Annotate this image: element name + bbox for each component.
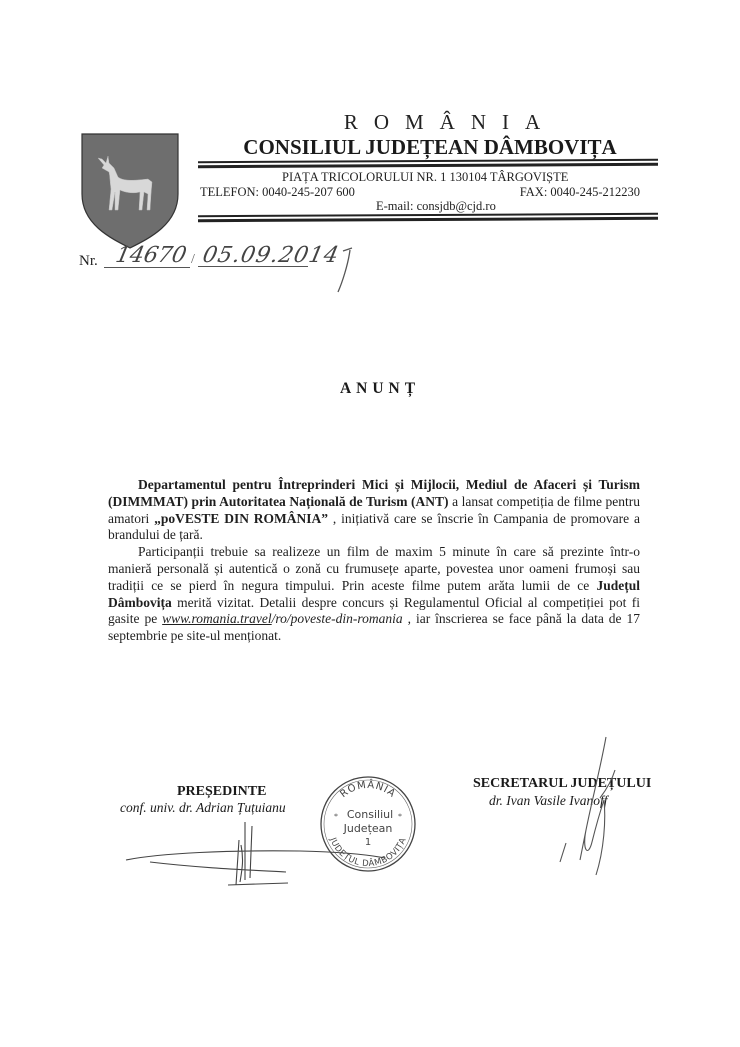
paragraph-text: a lansat competiția de filme pentru amatori [108, 493, 641, 526]
header-email: E-mail: consjdb@cjd.ro [376, 199, 496, 213]
link-path[interactable]: /ro/poveste-din-romania [271, 611, 403, 627]
link-domain[interactable]: www.romania.travel [162, 611, 272, 627]
registration-number: 14670 [113, 243, 189, 268]
secretary-name: dr. Ivan Vasile Ivanoff [489, 793, 608, 808]
document-body [108, 477, 640, 645]
official-stamp [318, 774, 418, 874]
header-divider-top [198, 160, 658, 168]
county-name: Județul Dâmbovița [108, 577, 640, 610]
header-country: ROMÂNIA [343, 110, 557, 134]
secretary-title: SECRETARUL JUDEȚULUI [473, 776, 652, 791]
paragraph-text: Participanții trebuie sa realizeze un film de maxim 5 minute în care să prezinte într-o manieră personală și autentică o zonă cu frumusețe aparte, povestea unor oameni frumoși sau tradiții ce se pierd în negura timpului. Prin aceste filme putem arăta lumii de ce [108, 544, 640, 593]
president-name: conf. univ. dr. Adrian Țuțuianu [120, 800, 286, 815]
stamp-top-text: ROMÂNIA [338, 779, 398, 801]
registration-date-stroke [338, 248, 352, 292]
stamp-star-icon: * [398, 812, 402, 821]
president-title: PREȘEDINTE [177, 784, 267, 799]
document-title: ANUNȚ [339, 380, 421, 397]
header-address: PIAȚA TRICOLORULUI NR. 1 130104 TÂRGOVIȘTE [282, 170, 569, 184]
stamp-line2: Județean [343, 822, 393, 835]
stamp-line1: Consiliul [346, 808, 394, 821]
coat-of-arms-icon [80, 132, 180, 250]
header-fax: FAX: 0040-245-212230 [519, 185, 640, 199]
header-institution: CONSILIUL JUDEȚEAN DÂMBOVIȚA [243, 135, 617, 159]
header-divider-bottom [198, 214, 658, 222]
paragraph-text: , iar înscrierea se face până la data de 17 septembrie pe site-ul menționat. [108, 611, 641, 644]
registration-separator: / [191, 252, 195, 267]
competition-name: „poVESTE DIN ROMÂNIA” [154, 510, 329, 526]
header-phone: TELEFON: 0040-245-207 600 [200, 185, 355, 199]
stamp-star-icon: * [334, 812, 338, 821]
competition-link[interactable] [162, 611, 403, 626]
paragraph-details [108, 544, 640, 645]
registration-label: Nr. [79, 253, 98, 269]
stamp-number: 1 [364, 837, 372, 848]
paragraph-text: merită vizitat. Detalii despre concurs și Regulamentul Oficial al competiției pot fi gasite pe [108, 594, 640, 627]
stamp-bottom-text: JUDEȚUL DÂMBOVIȚA [327, 836, 409, 870]
paragraph-announcement [108, 477, 640, 544]
bold-lead: Departamentul pentru Întreprinderi Mici și Mijlocii, Mediul de Afaceri și Turism (DIMMMAT) prin Autoritatea Națională de Turism (ANT) [108, 477, 640, 509]
registration-date: 05.09.2014 [200, 243, 342, 268]
paragraph-text: , inițiativă care se înscrie în Campania de promovare a brandului de țară. [108, 510, 640, 543]
